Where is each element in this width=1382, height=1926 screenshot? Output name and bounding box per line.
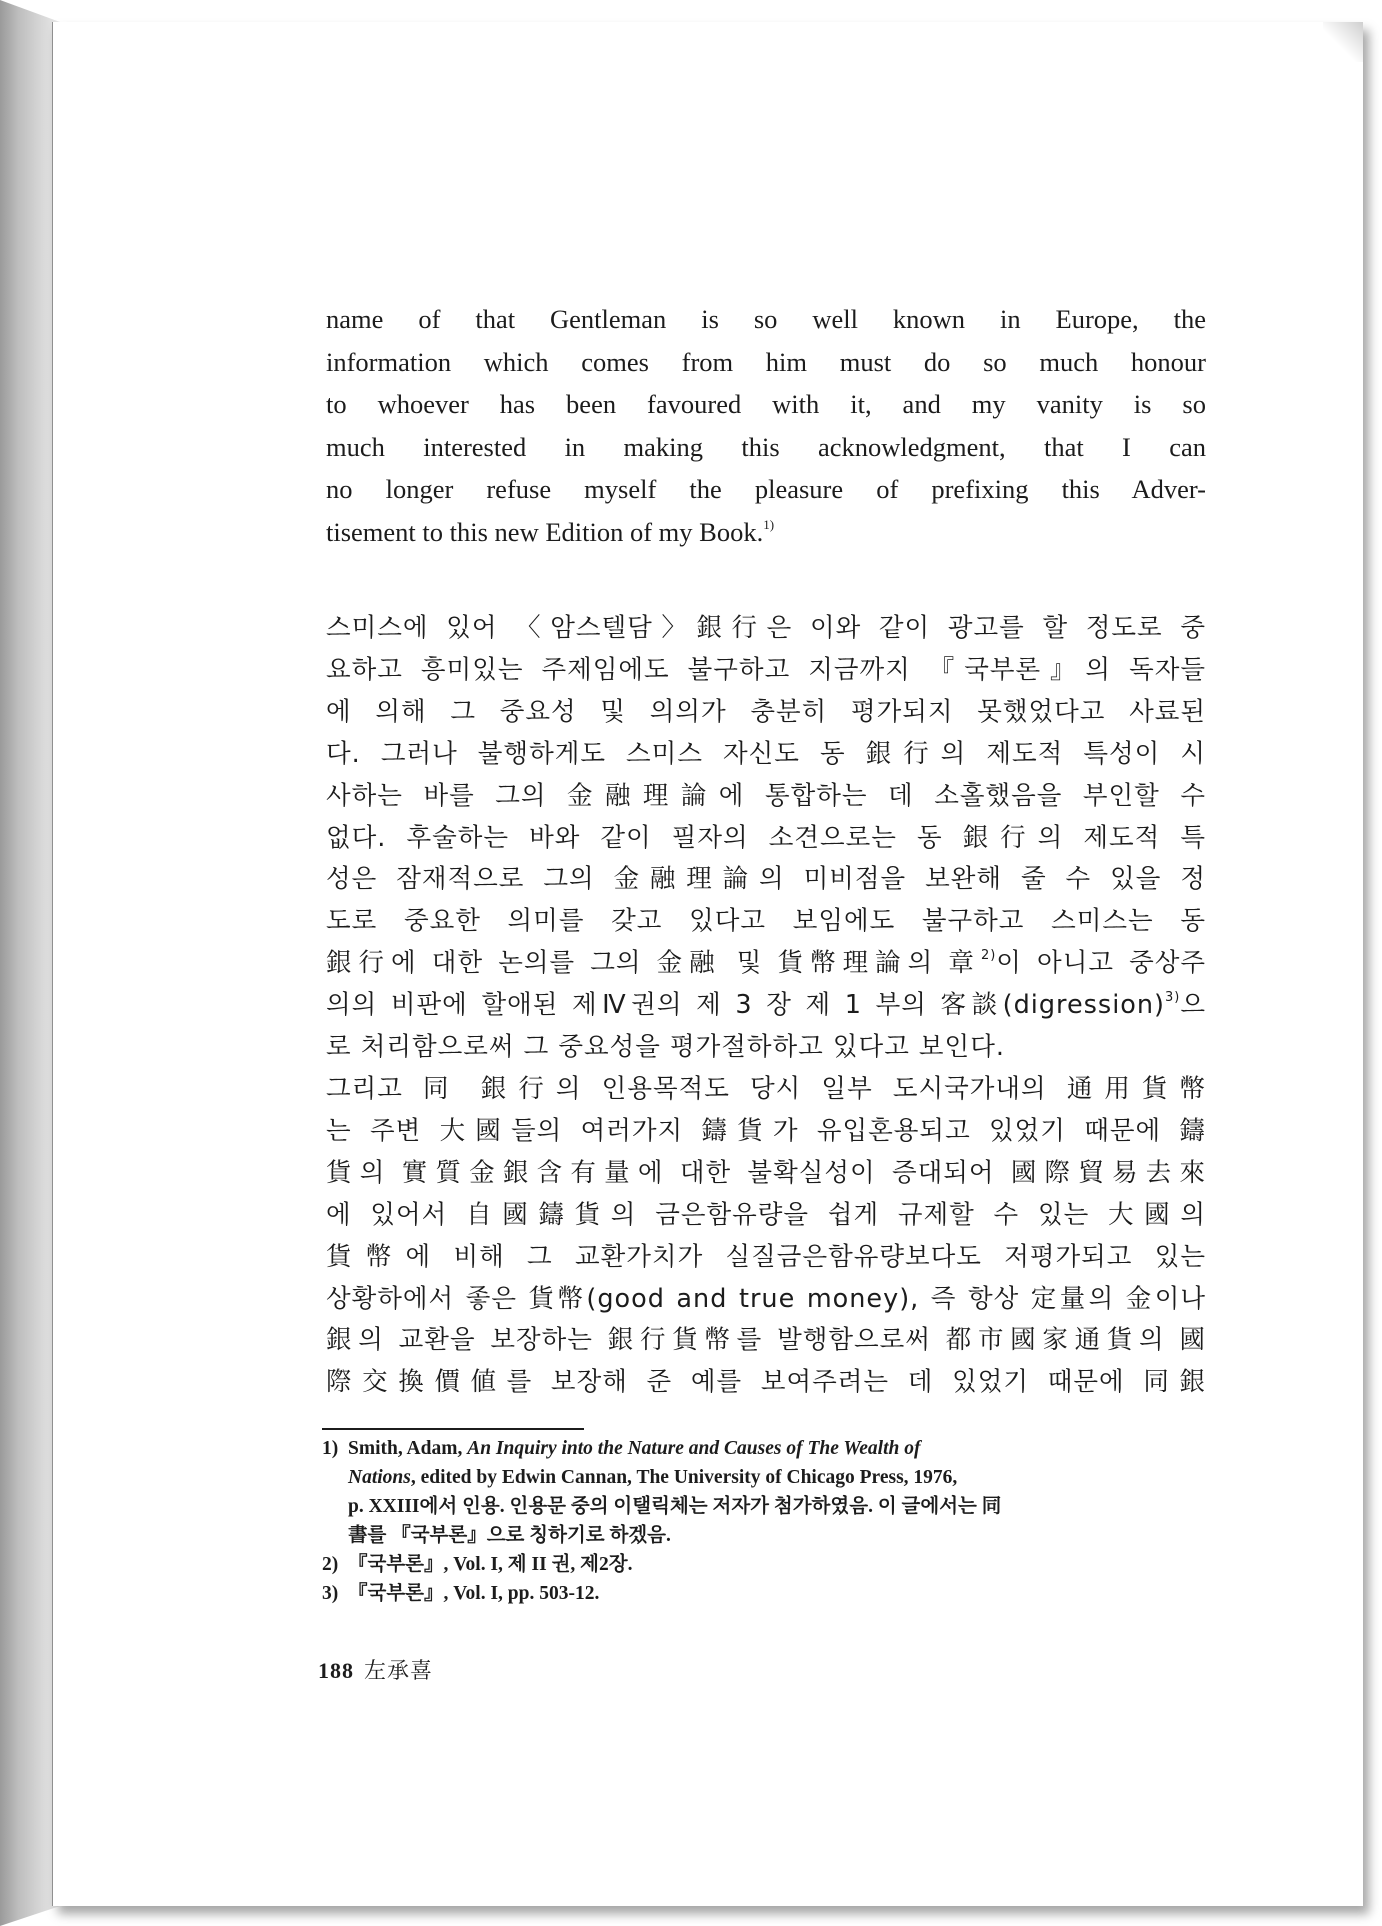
footnote-text: , edited by Edwin Cannan, The University of Chicago Press, 1976, (410, 1467, 958, 1488)
footnote-number: 1) (322, 1438, 339, 1459)
page-corner-shadow (1323, 22, 1363, 62)
footnote-1 (322, 1434, 1206, 1463)
korean-line: 에 의해 그 중요성 및 의의가 충분히 평가되지 못했었다고 사료된 (326, 696, 1206, 727)
english-line: no longer refuse myself the pleasure of prefixing this Adver- (326, 474, 1206, 504)
page-body (326, 298, 1206, 1404)
footnote-1-cont: 書를 『국부론』으로 칭하기로 하겠음. (348, 1525, 671, 1546)
korean-body-text (326, 608, 1206, 1404)
korean-line: 스미스에 있어 〈암스텔담〉銀行은 이와 같이 광고를 할 정도로 중 (326, 613, 1206, 643)
korean-line-text: 의의 비판에 할애된 제Ⅳ권의 제 3 장 제 1 부의 客談(digression) (326, 990, 1166, 1021)
korean-line: 貨의 實質金銀含有量에 대한 불확실성이 증대되어 國際貿易去來 (326, 1157, 1206, 1188)
footnote-number: 2) (322, 1554, 339, 1575)
footnote-book-title-cont: Nations (348, 1467, 411, 1488)
footnote-ref-2: 2) (980, 948, 997, 964)
running-author: 左承喜 (364, 1659, 434, 1684)
english-line: information which comes from him must do so much honour (326, 346, 1206, 377)
korean-line-tail: 이 아니고 중상주 (996, 948, 1206, 979)
korean-line: 요하고 흥미있는 주제임에도 불구하고 지금까지 『국부론』의 독자들 (326, 654, 1206, 685)
korean-line: 다. 그러나 불행하게도 스미스 자신도 동 銀行의 제도적 특성이 시 (326, 738, 1206, 769)
korean-line-with-note-3 (326, 985, 1206, 1027)
english-quotation (326, 298, 1206, 553)
english-line: much interested in making this acknowledgment, that I can (326, 431, 1206, 462)
book-spine (0, 0, 60, 1926)
korean-line: 際交換價値를 보장해 준 예를 보여주려는 데 있었기 때문에 同銀 (326, 1367, 1206, 1398)
korean-line: 상황하에서 좋은 貨幣(good and true money), 즉 항상 定量의 金이나 (326, 1283, 1206, 1314)
korean-line: 는 주변 大國들의 여러가지 鑄貨가 유입혼용되고 있었기 때문에 鑄 (326, 1115, 1206, 1146)
page-number: 188 (318, 1658, 354, 1683)
korean-line: 없다. 후술하는 바와 같이 필자의 소견으로는 동 銀行의 제도적 특 (326, 822, 1206, 853)
korean-line-tail: 으 (1180, 990, 1206, 1021)
footnote-number: 3) (322, 1583, 339, 1604)
footnote-ref-1: 1) (763, 516, 775, 532)
korean-line: 도로 중요한 의미를 갖고 있다고 보임에도 불구하고 스미스는 동 (326, 906, 1206, 937)
english-line-last (326, 511, 1206, 554)
page-footer (318, 1654, 433, 1685)
footnote-2 (322, 1550, 1206, 1579)
korean-line: 銀의 교환을 보장하는 銀行貨幣를 발행함으로써 都市國家通貨의 國 (326, 1325, 1206, 1356)
footnote-1-cont (322, 1463, 1206, 1492)
english-line: to whoever has been favoured with it, and my vanity is so (326, 389, 1206, 419)
english-line-text: tisement to this new Edition of my Book. (326, 516, 764, 547)
english-line: name of that Gentleman is so well known in Europe, the (326, 304, 1206, 334)
footnote-3 (322, 1579, 1206, 1608)
footnote-divider (322, 1428, 584, 1430)
footnotes (322, 1434, 1206, 1608)
korean-line-text: 銀行에 대한 논의를 그의 金融 및 貨幣理論의 章 (326, 948, 981, 979)
footnote-ref-3: 3) (1165, 990, 1181, 1006)
footnote-1-cont: p. XXIII에서 인용. 인용문 중의 이탤릭체는 저자가 첨가하였음. 이 글에서는 同 (348, 1496, 1002, 1517)
footnote-text: 『국부론』, Vol. I, pp. 503-12. (348, 1583, 600, 1604)
footnote-book-title: An Inquiry into the Nature and Causes of The Wealth of (467, 1438, 921, 1459)
korean-line: 사하는 바를 그의 金融理論에 통합하는 데 소홀했음을 부인할 수 (326, 780, 1206, 811)
footnote-text: 『국부론』, Vol. I, 제 II 권, 제2장. (348, 1554, 633, 1575)
korean-line: 에 있어서 自國鑄貨의 금은함유량을 쉽게 규제할 수 있는 大國의 (326, 1199, 1206, 1230)
korean-line: 성은 잠재적으로 그의 金融理論의 미비점을 보완해 줄 수 있을 정 (326, 864, 1206, 895)
footnote-text: Smith, Adam, (348, 1438, 468, 1459)
korean-line-with-note-2 (326, 943, 1206, 985)
korean-line: 그리고 同 銀行의 인용목적도 당시 일부 도시국가내의 通用貨幣 (326, 1073, 1206, 1104)
korean-line: 貨幣에 비해 그 교환가치가 실질금은함유량보다도 저평가되고 있는 (326, 1241, 1206, 1272)
korean-line: 로 처리함으로써 그 중요성을 평가절하하고 있다고 보인다. (326, 1032, 1005, 1063)
